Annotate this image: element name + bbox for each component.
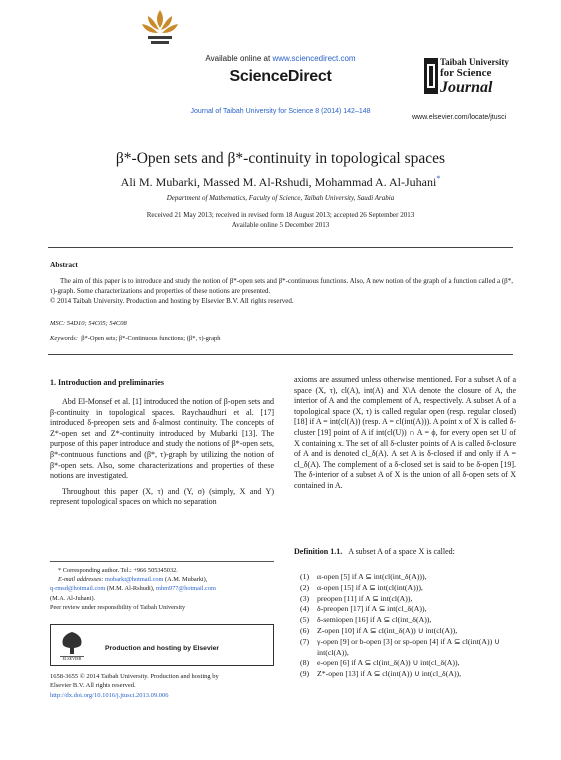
email-owner-1: (A.M. Mubarki),: [163, 576, 208, 584]
affiliation: Department of Mathematics, Faculty of Science, Taibah University, Saudi Arabia: [166, 194, 395, 202]
sciencedirect-link[interactable]: www.sciencedirect.com: [272, 54, 356, 63]
item-number: (2): [300, 582, 310, 592]
received-dates: Received 21 May 2013; received in revised form 18 August 2013; accepted 26 September 2013: [146, 211, 415, 219]
msc-codes: MSC: 54D10; 54C05; 54C08: [50, 320, 127, 327]
item-text: γ-open [9] or b-open [3] or sp-open [4] if A ⊆ cl(int(A)) ∪ int(cl(A)),: [317, 636, 500, 657]
abstract-copyright: © 2014 Taibah University. Production and hosting by Elsevier B.V. All rights reserved.: [50, 297, 294, 305]
email-link-1[interactable]: mobarki@hotmail.com: [105, 576, 164, 584]
elsevier-hosting-label: Production and hosting by Elsevier: [105, 645, 220, 652]
article-dates: [0, 210, 561, 230]
email-owner-2: (M.M. Al-Rshudi),: [105, 585, 157, 593]
definition-item: [300, 604, 518, 615]
left-column: [50, 397, 274, 513]
journal-logo: [424, 58, 514, 102]
keywords-text: β*-Open sets; β*-Continuous functions; (β*, τ)-graph: [81, 335, 221, 342]
journal-logo-line2: for Science: [440, 67, 492, 79]
item-text: α-open [15] if A ⊆ int(cl(int(A))),: [317, 582, 423, 592]
emails-label: E-mail addresses:: [58, 576, 104, 584]
abstract-heading: Abstract: [50, 260, 78, 269]
email-owner-3: (M.A. Al-Juhani).: [50, 594, 96, 602]
peer-review-note: Peer review under responsibility of Taibah University: [50, 603, 186, 611]
paper-title: β*-Open sets and β*-continuity in topological spaces: [115, 150, 446, 167]
keywords-label: Keywords:: [50, 335, 78, 342]
abstract-top-rule: [48, 247, 513, 248]
item-text: α-open [5] if A ⊆ int(cl(int_δ(A))),: [317, 572, 427, 581]
item-text: preopen [11] if A ⊆ int(cl(A)),: [317, 593, 413, 603]
preliminaries-paragraph: axioms are assumed unless otherwise mentioned. For a subset A of a space (X, τ), cl(A), int(A) and X\A denote the closure of A, the interior of A and the complement of A, respectively. A subset A of a topological space (X, τ) is called regular open (resp. regular closed) [18] if A = int(cl(A)) (resp. A = cl(int(A))). A point x of X is called δ-cluster [19] point of A if int(cl(U)) ∩ A = ϕ, for every open set U of X containing x. The set of all δ-cluster points of A is called δ-closure of A and is denoted cl_δ(A). A set A is δ-closed if and only if A = cl_δ(A). The complement of a δ-closed set is said to be δ-open [19]. The δ-interior of a subset A of X is the union of all δ-open sets of X contained in A.: [294, 375, 516, 490]
definition-item: [300, 626, 518, 637]
definition-label: Definition 1.1.: [294, 547, 343, 556]
definition-intro: A subset A of a space X is called:: [348, 547, 455, 556]
issn-block: [50, 672, 274, 700]
abstract-bottom-rule: [48, 354, 513, 355]
footnotes: [50, 566, 274, 612]
abstract-text: The aim of this paper is to introduce and study the notion of β*-open sets and β*-continuous functions. Also, A new notion of the graph of a function called a (β*, τ)-graph. Some characterizations and properties of these notions are presented.: [50, 277, 513, 295]
right-column: [294, 375, 516, 497]
item-text: δ-preopen [17] if A ⊆ int(cl_δ(A)),: [317, 604, 427, 614]
footnote-rule: [50, 561, 274, 562]
item-number: (4): [300, 604, 310, 614]
item-number: (1): [300, 572, 310, 581]
email-link-2[interactable]: q-rmsd@hotmail.com: [50, 585, 106, 593]
definition-item: [300, 583, 518, 594]
definition-item: [300, 615, 518, 626]
journal-logo-line1: Taibah University: [440, 57, 509, 67]
item-text: Z*-open [13] if A ⊆ cl(int(A)) ∪ int(cl_δ(A)),: [317, 669, 462, 679]
definition-item: [300, 572, 518, 583]
doi-link[interactable]: http://dx.doi.org/10.1016/j.jtusci.2013.09.006: [50, 691, 169, 699]
issn-line-1: 1658-3655 © 2014 Taibah University. Production and hosting by: [50, 673, 219, 680]
keywords: [50, 335, 220, 342]
authors-text: Ali M. Mubarki, Massed M. Al-Rshudi, Mohammad A. Al-Juhani: [120, 175, 437, 189]
email-link-3[interactable]: mhm977@hotmail.com: [156, 585, 216, 593]
journal-logo-line3: Journal: [440, 79, 493, 96]
definition-heading: [294, 547, 455, 556]
item-number: (8): [300, 658, 310, 668]
definition-item: [300, 658, 518, 669]
definition-item: [300, 669, 518, 680]
definition-list: [300, 572, 518, 680]
available-online-date: Available online 5 December 2013: [231, 221, 330, 229]
author-list: [0, 174, 561, 190]
corresponding-author-mark[interactable]: *: [436, 174, 441, 183]
item-number: (5): [300, 615, 310, 625]
journal-reference[interactable]: Journal of Taibah University for Science 8 (2014) 142–148: [190, 108, 371, 115]
section-heading: 1. Introduction and preliminaries: [50, 378, 164, 387]
email-line-2: [50, 584, 274, 593]
item-text: Z-open [10] if A ⊆ cl(int_δ(A)) ∪ int(cl(A)),: [317, 625, 458, 635]
item-number: (3): [300, 593, 310, 603]
university-logo-icon: [138, 6, 182, 50]
intro-paragraph-2: Throughout this paper (X, τ) and (Y, σ) (simply, X and Y) represent topological spaces on which no separation: [50, 486, 274, 507]
available-online-text: Available online at: [205, 54, 273, 63]
elsevier-hosting-box: [50, 624, 274, 666]
item-number: (9): [300, 669, 310, 679]
item-number: (6): [300, 625, 310, 635]
elsevier-tree-icon: [57, 629, 87, 661]
item-number: (7): [300, 636, 310, 646]
abstract-body: [50, 276, 513, 306]
definition-item: [300, 594, 518, 605]
journal-url[interactable]: www.elsevier.com/locate/jtusci: [412, 114, 507, 121]
item-text: e-open [6] if A ⊆ cl(int_δ(A)) ∪ int(cl_δ(A)),: [317, 658, 460, 668]
sciencedirect-brand: ScienceDirect: [229, 68, 332, 85]
intro-paragraph-1: Abd El-Monsef et al. [1] introduced the notion of β-open sets and β-continuity in topological spaces. Raychaudhuri et al. [17] introduced δ-preopen sets and δ-almost continuity. The concepts of Z*-open set and Z*-continuity introduced by Mubarki [13]. The purpose of this paper introduce and study the notions of β*-open sets, β*-contnuous functions and (β*, τ)-graph by utilizing the notion of β*-open sets. Also, some characterizations and properties of these notions are investigated.: [50, 397, 274, 481]
elsevier-logo-text: ELSEVIER: [62, 656, 82, 661]
issn-line-2: Elsevier B.V. All rights reserved.: [50, 682, 136, 690]
corresponding-author-note: * Corresponding author. Tel.: +966 505345032.: [58, 567, 178, 574]
email-line: [50, 575, 274, 584]
item-text: δ-semiopen [16] if A ⊆ cl(int_δ(A)),: [317, 615, 432, 625]
definition-item: [300, 637, 518, 659]
